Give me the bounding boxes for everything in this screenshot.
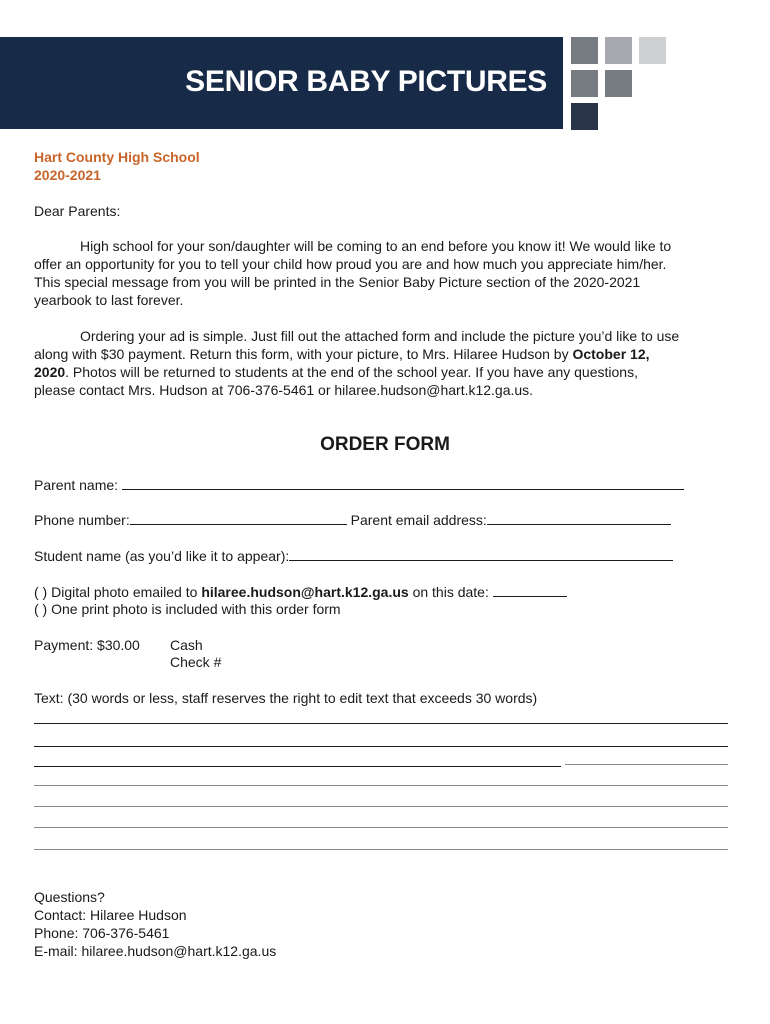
- payment-label: Payment: $30.00: [34, 637, 140, 653]
- print-photo-option[interactable]: ( ) One print photo is included with this order form: [34, 601, 341, 617]
- contact-phone: Phone: 706-376-5461: [34, 925, 170, 941]
- text-line: High school for your son/daughter will be coming to an end before you know it! We would like to: [80, 238, 672, 254]
- text-fragment: . Photos will be returned to students at the end of the school year. If you have any questions,: [65, 364, 638, 380]
- decor-square: [571, 37, 598, 64]
- text-entry-line[interactable]: [34, 806, 728, 807]
- phone-email-row: [34, 510, 671, 529]
- header-banner: [0, 37, 563, 129]
- decor-square: [571, 70, 598, 97]
- student-name-row: [34, 546, 673, 565]
- text-line: offer an opportunity for you to tell your child how proud you are and how much you appreciate him/her.: [34, 256, 667, 272]
- payment-cash[interactable]: Cash: [170, 637, 203, 653]
- contact-name: Contact: Hilaree Hudson: [34, 907, 187, 923]
- phone-field[interactable]: [130, 510, 347, 525]
- submission-email: hilaree.hudson@hart.k12.ga.us: [201, 584, 409, 600]
- page-title: SENIOR BABY PICTURES: [185, 65, 547, 98]
- letter-paragraph-2: [34, 327, 734, 399]
- email-field[interactable]: [487, 510, 671, 525]
- parent-name-label: Parent name:: [34, 477, 122, 493]
- phone-label: Phone number:: [34, 512, 130, 528]
- decor-square: [605, 37, 632, 64]
- greeting: Dear Parents:: [34, 203, 121, 219]
- text-line: please contact Mrs. Hudson at 706-376-5461 or hilaree.hudson@hart.k12.ga.us.: [34, 382, 534, 398]
- option-text: ( ) Digital photo emailed to: [34, 584, 202, 600]
- deadline-year: 2020: [34, 364, 66, 380]
- decor-square: [639, 37, 666, 64]
- date-field[interactable]: [493, 582, 567, 597]
- parent-name-field[interactable]: [122, 475, 684, 490]
- text-entry-line[interactable]: [34, 723, 728, 724]
- order-form-title: ORDER FORM: [320, 434, 450, 455]
- parent-name-row: [34, 475, 684, 494]
- text-line: [34, 363, 734, 381]
- email-label: Parent email address:: [346, 512, 487, 528]
- text-line: [34, 345, 734, 363]
- questions-heading: Questions?: [34, 889, 105, 905]
- text-line: Ordering your ad is simple. Just fill out the attached form and include the picture you’d like to use: [80, 328, 680, 344]
- school-name: Hart County High School: [34, 149, 200, 165]
- text-entry-line[interactable]: [34, 766, 561, 767]
- letter-paragraph-1: [34, 237, 734, 309]
- option-text: on this date:: [408, 584, 493, 600]
- decor-square: [605, 70, 632, 97]
- text-entry-line[interactable]: [34, 785, 728, 786]
- school-year: 2020-2021: [34, 167, 101, 183]
- deadline-date: October 12,: [572, 346, 650, 362]
- student-name-label: Student name (as you’d like it to appear):: [34, 548, 290, 564]
- text-entry-line[interactable]: [34, 827, 728, 828]
- text-entry-line[interactable]: [34, 849, 728, 850]
- student-name-field[interactable]: [289, 546, 673, 561]
- text-entry-line[interactable]: [34, 746, 728, 747]
- text-line: This special message from you will be printed in the Senior Baby Picture section of the 2020-2021: [34, 274, 641, 290]
- text-line: yearbook to last forever.: [34, 292, 184, 308]
- text-fragment: along with $30 payment. Return this form, with your picture, to Mrs. Hilaree Hudson by: [34, 346, 573, 362]
- digital-photo-option[interactable]: [34, 582, 567, 601]
- text-entry-line[interactable]: [565, 764, 728, 765]
- contact-email: E-mail: hilaree.hudson@hart.k12.ga.us: [34, 943, 277, 959]
- payment-check[interactable]: Check #: [170, 654, 222, 670]
- text-instructions: Text: (30 words or less, staff reserves the right to edit text that exceeds 30 words): [34, 690, 538, 706]
- decor-square: [571, 103, 598, 130]
